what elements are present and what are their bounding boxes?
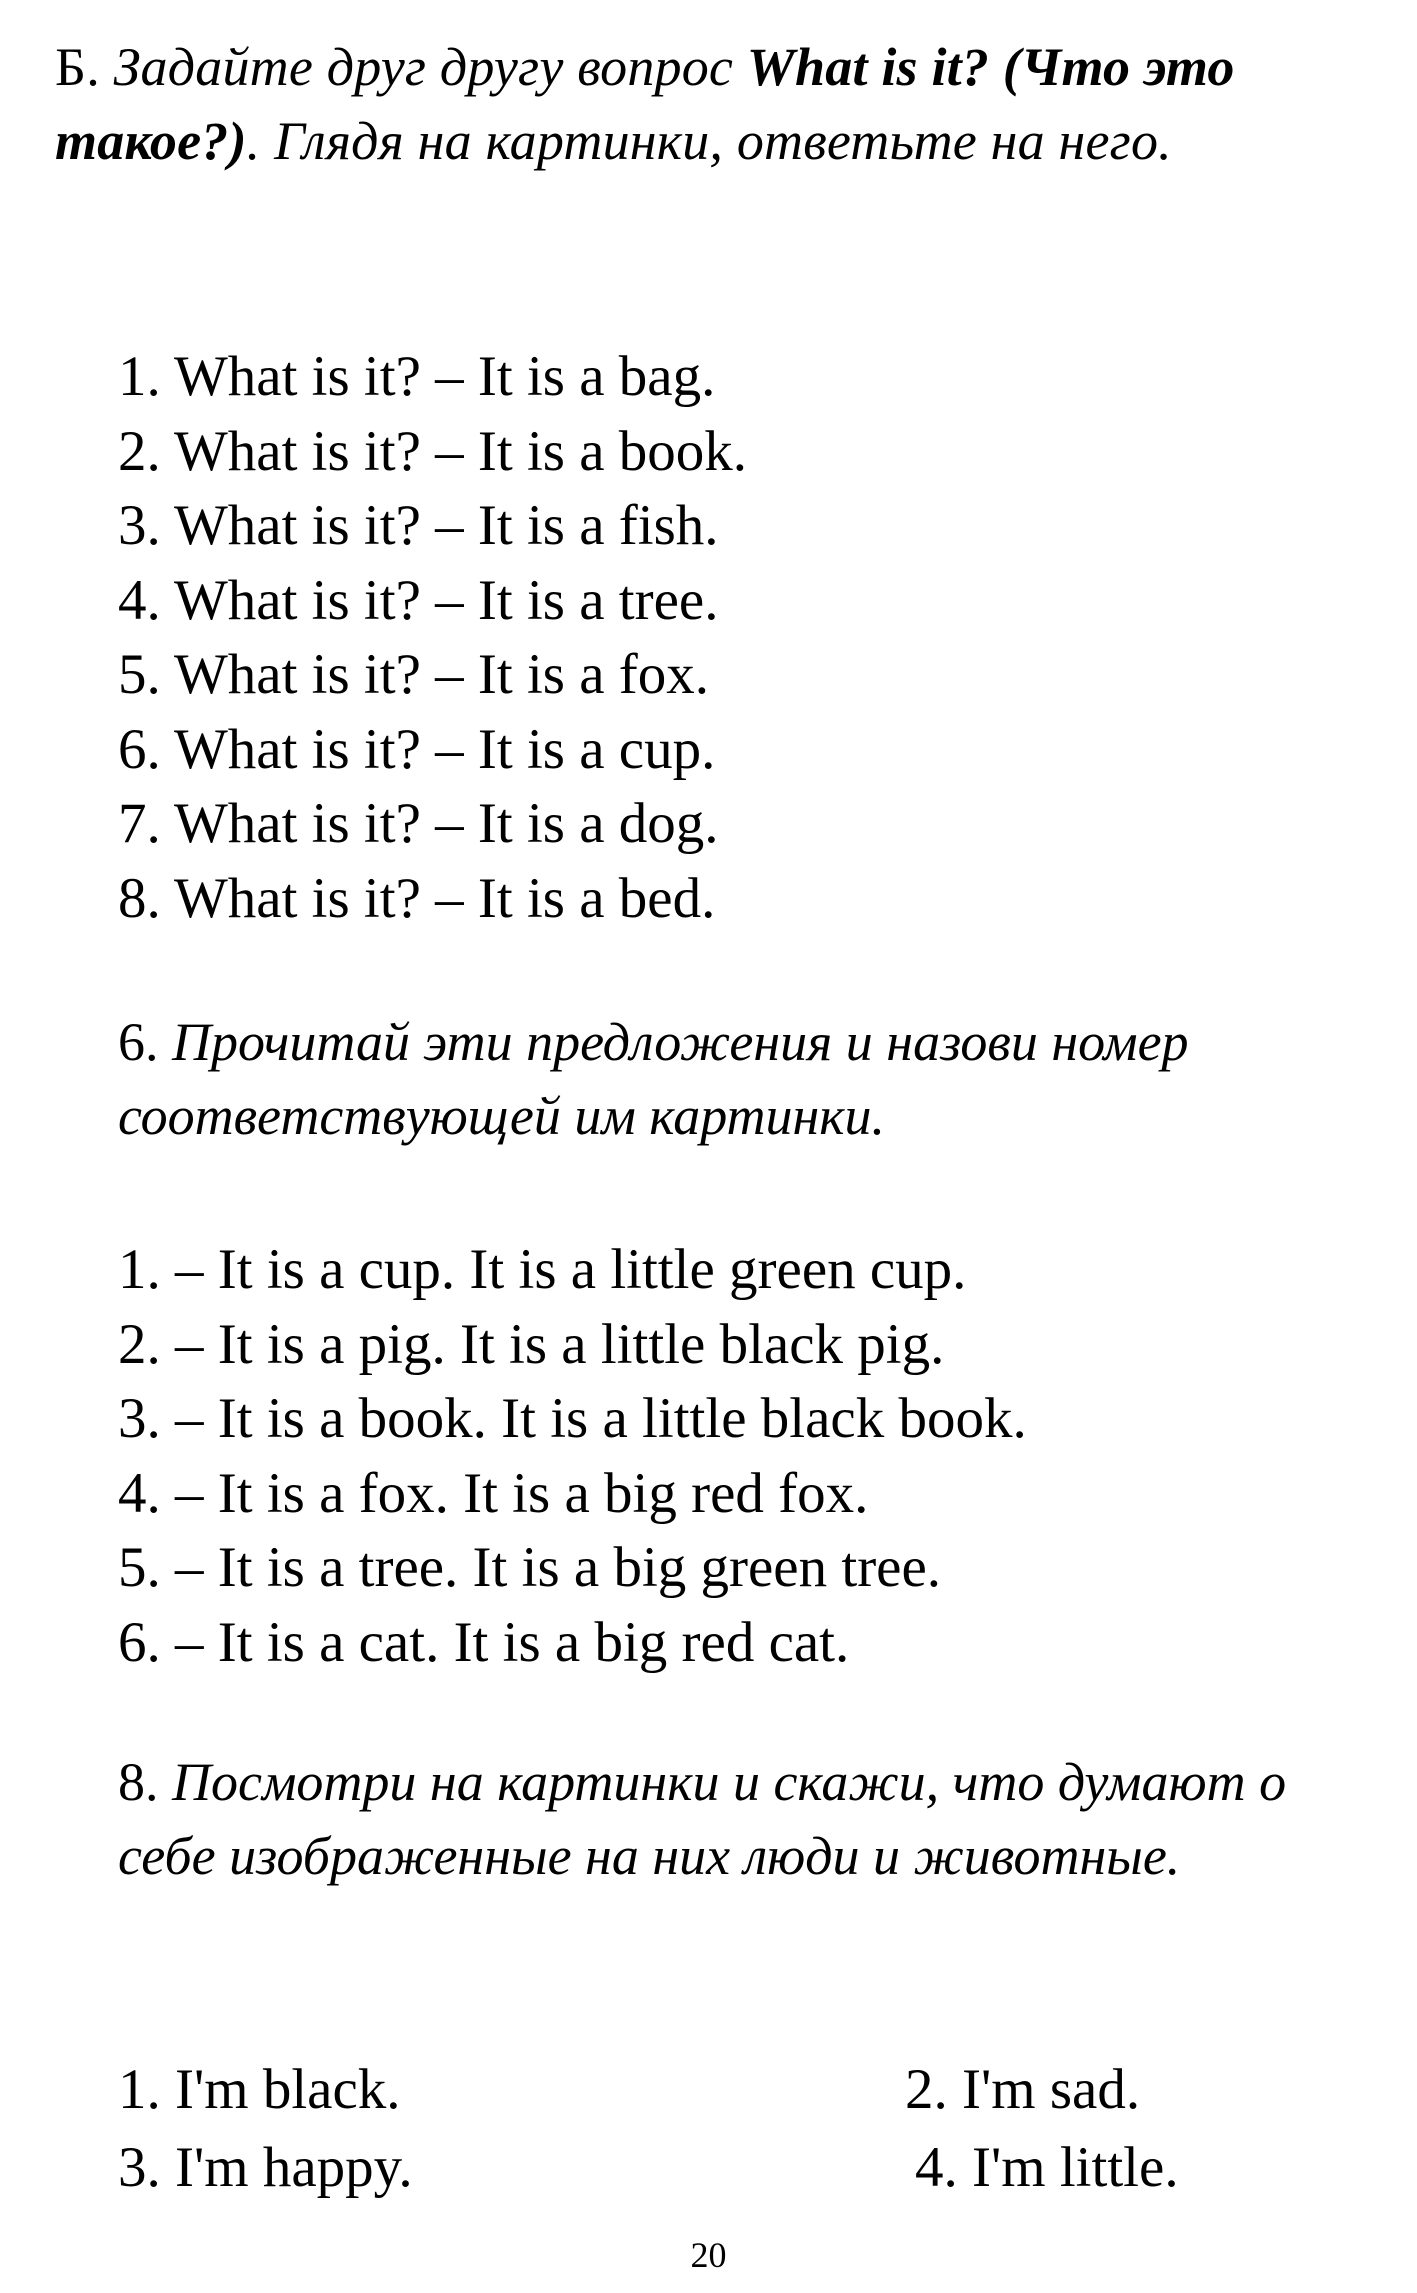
list-item: 6. What is it? – It is a cup. <box>118 717 716 781</box>
exercise-8-item-1: 1. I'm black. <box>118 2058 401 2121</box>
exercise-6-list <box>118 1233 1027 1680</box>
exercise-b-russian-question: (Что это такое?) <box>55 37 1235 171</box>
list-item: 4. – It is a fox. It is a big red fox. <box>118 1461 869 1525</box>
exercise-8-text: Посмотри на картинки и скажи, что думают о себе изображенные на них люди и животные. <box>118 1752 1287 1886</box>
exercise-8-instruction <box>118 1745 1368 1893</box>
list-item: 1. – It is a cup. It is a little green cup. <box>118 1238 967 1301</box>
exercise-6-label: 6. <box>118 1012 159 1072</box>
page-number: 20 <box>690 2235 727 2275</box>
exercise-b-label: Б. <box>55 37 100 97</box>
exercise-8-item-2: 2. I'm sad. <box>905 2058 1141 2121</box>
list-item: 5. – It is a tree. It is a big green tree. <box>118 1536 942 1599</box>
list-item: 8. What is it? – It is a bed. <box>118 866 716 930</box>
exercise-8-item-3: 3. I'm happy. <box>118 2136 413 2199</box>
list-item: 1. What is it? – It is a bag. <box>118 345 716 408</box>
list-item: 3. – It is a book. It is a little black book. <box>118 1387 1027 1450</box>
list-item: 2. What is it? – It is a book. <box>118 419 748 483</box>
exercise-8-item-4: 4. I'm little. <box>915 2136 1179 2199</box>
exercise-b-instruction <box>55 30 1365 178</box>
exercise-b-text-1: Задайте друг другу вопрос <box>113 37 734 97</box>
exercise-b-text-2: . Глядя на картинки, ответьте на него. <box>246 111 1172 171</box>
list-item: 2. – It is a pig. It is a little black pig. <box>118 1312 945 1376</box>
list-item: 3. What is it? – It is a fish. <box>118 494 719 557</box>
list-item: 7. What is it? – It is a dog. <box>118 792 719 855</box>
list-item: 6. – It is a cat. It is a big red cat. <box>118 1610 850 1674</box>
exercise-8-label: 8. <box>118 1752 159 1812</box>
exercise-b-list <box>118 340 747 936</box>
list-item: 5. What is it? – It is a fox. <box>118 643 710 706</box>
exercise-b-english-question: What is it? <box>746 37 990 97</box>
exercise-6-instruction <box>118 1005 1368 1153</box>
exercise-6-text: Прочитай эти предложения и назови номер соответствующей им картинки. <box>118 1012 1189 1146</box>
list-item: 4. What is it? – It is a tree. <box>118 568 719 632</box>
